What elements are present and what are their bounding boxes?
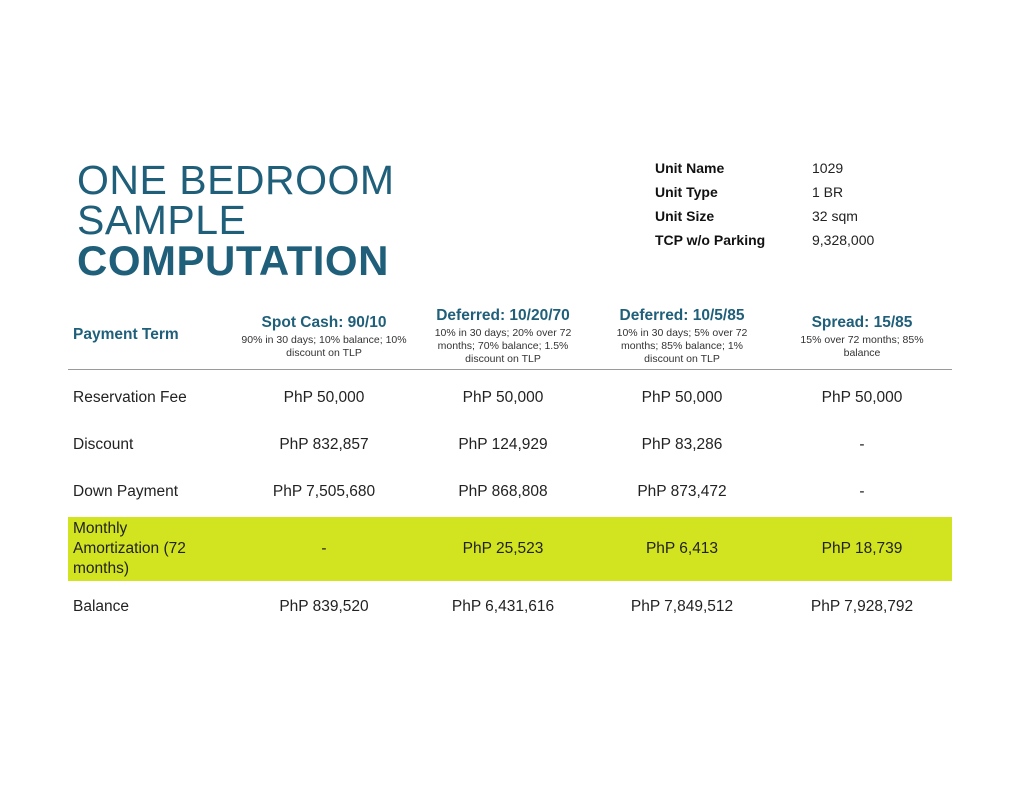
table-cell: PhP 832,857 <box>279 435 369 453</box>
table-row-reservation-fee <box>68 374 952 421</box>
table-cell: PhP 7,928,792 <box>810 597 914 615</box>
unit-info <box>655 156 874 252</box>
table-cell: - <box>859 435 865 453</box>
table-row-down-payment <box>68 468 952 515</box>
table-cell: PhP 50,000 <box>821 388 903 406</box>
page-title <box>77 157 395 284</box>
unit-info-row <box>655 156 874 180</box>
column-title: Deferred: 10/5/85 <box>619 307 745 324</box>
title-line-2: SAMPLE <box>77 197 247 243</box>
table-cell: PhP 25,523 <box>462 540 544 557</box>
table-cell: PhP 839,520 <box>279 597 369 615</box>
column-subtitle: 10% in 30 days; 20% over 72 months; 70% balance; 1.5% discount on TLP <box>434 327 572 365</box>
table-cell: PhP 873,472 <box>637 482 727 500</box>
column-header-deferred-10-5-85 <box>592 302 772 369</box>
table-cell: - <box>859 482 865 500</box>
payment-table <box>68 302 952 630</box>
unit-type-value: 1 BR <box>812 184 844 200</box>
column-header-spot-cash <box>234 302 414 369</box>
unit-type-label: Unit Type <box>655 184 718 200</box>
table-cell: PhP 6,413 <box>645 540 719 557</box>
table-cell: - <box>321 540 327 557</box>
row-label: Reservation Fee <box>73 388 187 406</box>
payment-term-header: Payment Term <box>73 326 179 343</box>
column-subtitle: 90% in 30 days; 10% balance; 10% discount on TLP <box>241 334 407 359</box>
unit-info-row <box>655 180 874 204</box>
tcp-label: TCP w/o Parking <box>655 232 766 248</box>
title-line-1: ONE BEDROOM <box>77 157 395 203</box>
column-subtitle: 10% in 30 days; 5% over 72 months; 85% balance; 1% discount on TLP <box>616 327 748 365</box>
row-label: Monthly Amortization (72 months) <box>73 520 186 577</box>
table-cell: PhP 83,286 <box>641 435 723 453</box>
table-cell: PhP 50,000 <box>462 388 544 406</box>
table-cell: PhP 124,929 <box>458 435 548 453</box>
table-cell: PhP 50,000 <box>641 388 723 406</box>
table-cell: PhP 7,505,680 <box>272 482 376 500</box>
tcp-value: 9,328,000 <box>812 232 875 248</box>
unit-info-row <box>655 228 874 252</box>
row-label: Discount <box>73 435 134 453</box>
table-header-row <box>68 302 952 370</box>
table-row-discount <box>68 421 952 468</box>
table-cell: PhP 6,431,616 <box>451 597 555 615</box>
unit-size-value: 32 sqm <box>812 208 858 224</box>
column-header-deferred-10-20-70 <box>414 302 592 369</box>
table-cell: PhP 50,000 <box>283 388 365 406</box>
column-title: Deferred: 10/20/70 <box>436 307 570 324</box>
unit-info-row <box>655 204 874 228</box>
table-cell: PhP 868,808 <box>458 482 548 500</box>
column-subtitle: 15% over 72 months; 85% balance <box>800 334 924 359</box>
row-label: Down Payment <box>73 482 179 500</box>
column-title: Spot Cash: 90/10 <box>261 314 387 331</box>
unit-name-label: Unit Name <box>655 160 725 176</box>
row-label: Balance <box>73 597 130 615</box>
table-row-monthly-amortization <box>68 517 952 581</box>
unit-name-value: 1029 <box>812 160 844 176</box>
unit-size-label: Unit Size <box>655 208 715 224</box>
title-line-3: COMPUTATION <box>77 237 389 284</box>
table-cell: PhP 18,739 <box>821 540 903 557</box>
table-row-balance <box>68 583 952 630</box>
column-title: Spread: 15/85 <box>811 314 913 331</box>
table-cell: PhP 7,849,512 <box>630 597 734 615</box>
column-header-spread <box>772 302 952 369</box>
